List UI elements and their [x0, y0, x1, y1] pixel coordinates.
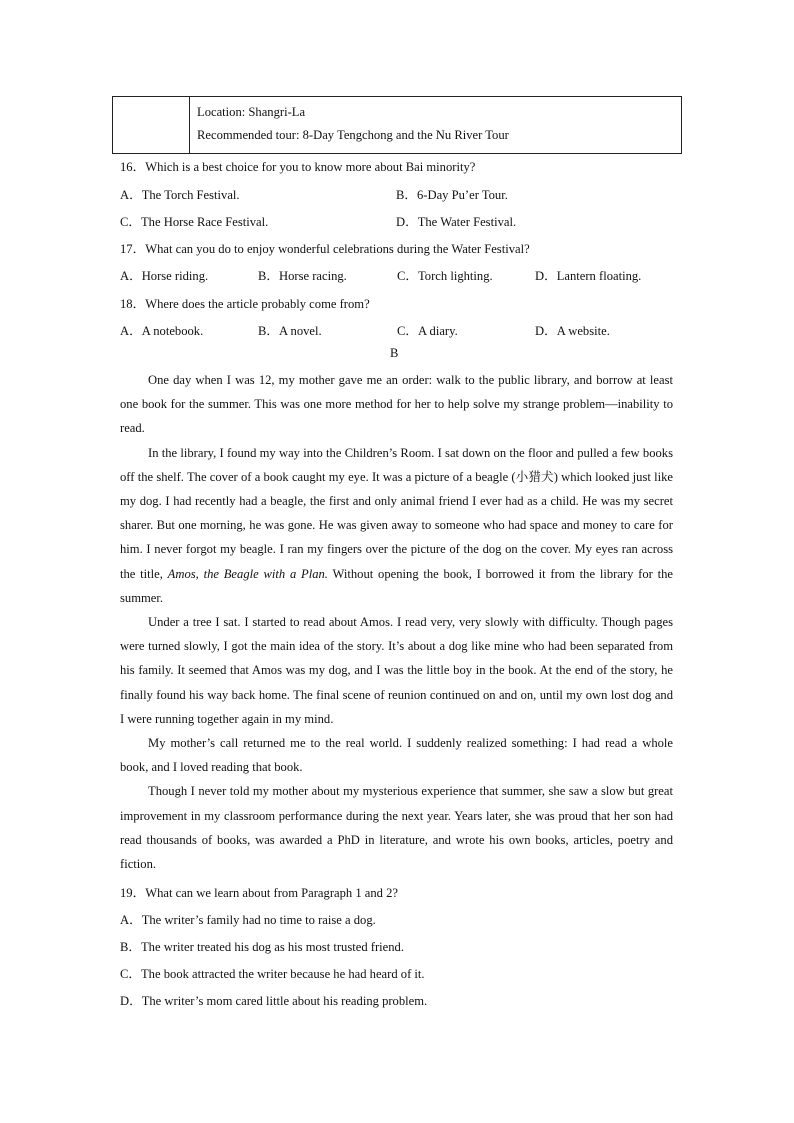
question-16-stem: 16．Which is a best choice for you to know more about Bai minority?	[120, 160, 476, 174]
passage-paragraph-1: One day when I was 12, my mother gave me an order: walk to the public library, and borrow at least one book for the summer. This was one more method for her to help solve my strange problem—inability to read.	[120, 373, 673, 436]
table-cell	[197, 101, 509, 147]
q17-option-d: D．Lantern floating.	[535, 269, 642, 283]
q19-option-a: A．The writer’s family had no time to raise a dog.	[120, 913, 376, 927]
passage-paragraph-4: My mother’s call returned me to the real world. I suddenly realized something: I had read a whole book, and I loved reading that book.	[120, 736, 673, 775]
q19-option-d: D．The writer’s mom cared little about his reading problem.	[120, 994, 428, 1008]
q16-option-c: C．The Horse Race Festival.	[120, 215, 269, 229]
paragraph-2-text-end: Without opening the book, I borrowed it from the library for the summer.	[120, 566, 674, 605]
section-letter: B	[390, 346, 399, 360]
passage-paragraph-3: Under a tree I sat. I started to read about Amos. I read very, very slowly with difficulty. Though pages were turned slowly, I got the main idea of the story. It’s about a dog like mine who had been separated from his family. It seemed that Amos was my dog, and I was the little boy in the book. At the end of the story, he finally found his way back home. The final scene of reunion continued on and on, until my own lost dog and I were running together again in my mind.	[120, 615, 673, 726]
q17-option-c: C．Torch lighting.	[397, 269, 493, 283]
q16-option-b: B．6-Day Pu’er Tour.	[396, 188, 508, 202]
passage-paragraph-2	[120, 441, 673, 610]
q18-option-c: C．A diary.	[397, 324, 458, 338]
table-divider	[189, 97, 190, 153]
q17-option-b: B．Horse racing.	[258, 269, 347, 283]
q19-option-b: B．The writer treated his dog as his most trusted friend.	[120, 940, 404, 954]
q16-option-a: A．The Torch Festival.	[120, 188, 240, 202]
question-17-stem: 17．What can you do to enjoy wonderful celebrations during the Water Festival?	[120, 242, 530, 256]
table-tour: Recommended tour: 8-Day Tengchong and the Nu River Tour	[197, 128, 509, 142]
q18-option-b: B．A novel.	[258, 324, 322, 338]
q16-option-d: D．The Water Festival.	[396, 215, 517, 229]
passage-paragraph-5: Though I never told my mother about my mysterious experience that summer, she saw a slow but great improvement in my classroom performance during the next year. Years later, she was proud that her son had read thousands of books, was awarded a PhD in literature, and wrote his own books, articles, poetry and fiction.	[120, 784, 673, 872]
q17-option-a: A．Horse riding.	[120, 269, 209, 283]
question-18-stem: 18．Where does the article probably come from?	[120, 297, 370, 311]
question-19-stem: 19．What can we learn about from Paragraph 1 and 2?	[120, 886, 399, 900]
q19-option-c: C．The book attracted the writer because he had heard of it.	[120, 967, 425, 981]
reading-passage	[120, 368, 673, 876]
table-location: Location: Shangri-La	[197, 105, 306, 119]
paragraph-2-text: In the library, I found my way into the Children’s Room. I sat down on the floor and pulled a few books off the shelf. The cover of a book caught my eye. It was a picture of a beagle (小猎犬) which looked just like my dog. I had recently had a beagle, the first and only animal friend I ever had as a child. He was my secret sharer. But one morning, he was gone. He was given away to someone who had space and money to care for him. I never forgot my beagle. I ran my fingers over the picture of the dog on the cover. My eyes ran across the title,	[120, 445, 673, 581]
book-title: Amos, the Beagle with a Plan.	[167, 566, 328, 581]
q18-option-d: D．A website.	[535, 324, 610, 338]
tour-info-table	[112, 96, 682, 154]
q18-option-a: A．A notebook.	[120, 324, 204, 338]
